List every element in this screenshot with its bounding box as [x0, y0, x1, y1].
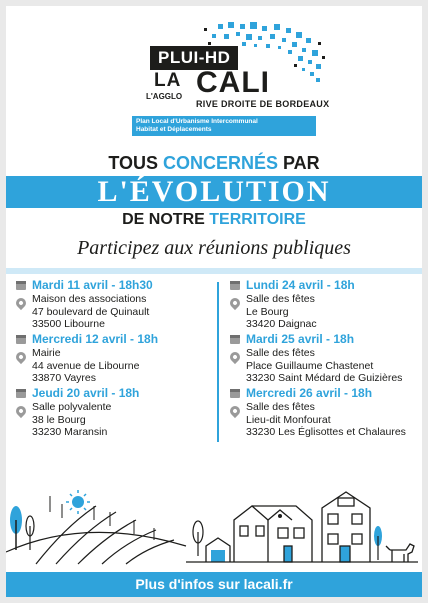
dog-icon — [386, 544, 414, 562]
meeting-item — [228, 386, 418, 440]
meeting-item — [228, 278, 418, 332]
meeting-street: 47 boulevard de Quinault — [32, 305, 150, 318]
meeting-item — [228, 332, 418, 386]
plan-line-1: Plan Local d'Urbanisme Intercommunal — [136, 118, 258, 125]
logo-cali: CALI — [196, 66, 270, 99]
garage-icon — [206, 538, 230, 562]
meeting-city: 33230 Maransin — [32, 426, 108, 438]
map-pin-icon — [14, 296, 28, 310]
meeting-date: Mardi 11 avril - 18h30 — [32, 278, 153, 292]
meeting-city: 33420 Daignac — [246, 318, 317, 330]
meeting-place: Salle des fêtes — [246, 293, 315, 305]
meeting-city: 33870 Vayres — [32, 372, 97, 384]
vineyard-icon — [6, 506, 186, 564]
plan-description — [132, 116, 316, 136]
vineyard-posts — [50, 496, 154, 540]
column-divider — [217, 282, 219, 442]
map-pin-icon — [228, 350, 242, 364]
footer-website-banner[interactable]: Plus d'infos sur lacali.fr — [6, 572, 422, 597]
meeting-city: 33230 Les Églisottes et Chalaures — [246, 426, 406, 438]
sun-icon — [66, 490, 90, 514]
meeting-item — [14, 278, 210, 332]
calendar-icon — [16, 389, 26, 398]
meeting-city: 33230 Saint Médard de Guizières — [246, 372, 403, 384]
headline-line-3 — [6, 210, 422, 230]
logo-agglo: L'AGGLO — [146, 92, 183, 101]
meetings-left-column — [14, 278, 210, 440]
la-cali-logo — [124, 20, 334, 148]
headline-tous: TOUS — [108, 153, 163, 173]
meeting-street: Place Guillaume Chastenet — [246, 359, 374, 372]
logo-rive-droite: RIVE DROITE DE BORDEAUX — [196, 99, 330, 109]
meeting-date: Jeudi 20 avril - 18h — [32, 386, 140, 400]
calendar-icon — [230, 281, 240, 290]
meeting-date: Lundi 24 avril - 18h — [246, 278, 355, 292]
meeting-place: Salle polyvalente — [32, 401, 112, 413]
logo-la: LA — [154, 70, 182, 91]
landscape-illustration — [6, 446, 422, 572]
meeting-place: Maison des associations — [32, 293, 147, 305]
meeting-place: Mairie — [32, 347, 61, 359]
plan-line-2: Habitat et Déplacements — [136, 126, 212, 133]
meeting-street: 44 avenue de Libourne — [32, 359, 140, 372]
meeting-date: Mardi 25 avril - 18h — [246, 332, 355, 346]
headline-evolution: L'ÉVOLUTION — [97, 175, 331, 208]
tagline: Participez aux réunions publiques — [77, 237, 351, 259]
meetings-right-column — [228, 278, 418, 440]
tree-icon — [374, 526, 382, 560]
meeting-item — [14, 386, 210, 440]
headline-de-notre: DE NOTRE — [122, 211, 210, 228]
meeting-city: 33500 Libourne — [32, 318, 105, 330]
meeting-street: 38 le Bourg — [32, 413, 86, 426]
map-pin-icon — [14, 350, 28, 364]
calendar-icon — [230, 389, 240, 398]
meeting-date: Mercredi 12 avril - 18h — [32, 332, 159, 346]
tree-icon — [193, 521, 203, 556]
tree-icon — [26, 516, 34, 550]
map-pin-icon — [228, 404, 242, 418]
meeting-street: Le Bourg — [246, 305, 289, 318]
headline-par: PAR — [278, 153, 320, 173]
meeting-place: Salle des fêtes — [246, 347, 315, 359]
headline-line-1 — [6, 152, 422, 174]
map-pin-icon — [228, 296, 242, 310]
plui-hd-badge: PLUI-HD — [150, 46, 238, 70]
calendar-icon — [16, 281, 26, 290]
meeting-item — [14, 332, 210, 386]
house-icon — [322, 492, 370, 562]
headline-concernes: CONCERNÉS — [163, 153, 279, 173]
meeting-place: Salle des fêtes — [246, 401, 315, 413]
map-pin-icon — [14, 404, 28, 418]
meeting-street: Lieu-dit Monfourat — [246, 413, 331, 426]
tree-icon — [10, 506, 22, 550]
calendar-icon — [16, 335, 26, 344]
poster — [6, 6, 422, 597]
meeting-date: Mercredi 26 avril - 18h — [246, 386, 373, 400]
house-icon — [234, 506, 312, 562]
separator-strip — [6, 268, 422, 274]
headline-territoire: TERRITOIRE — [209, 211, 306, 228]
calendar-icon — [230, 335, 240, 344]
